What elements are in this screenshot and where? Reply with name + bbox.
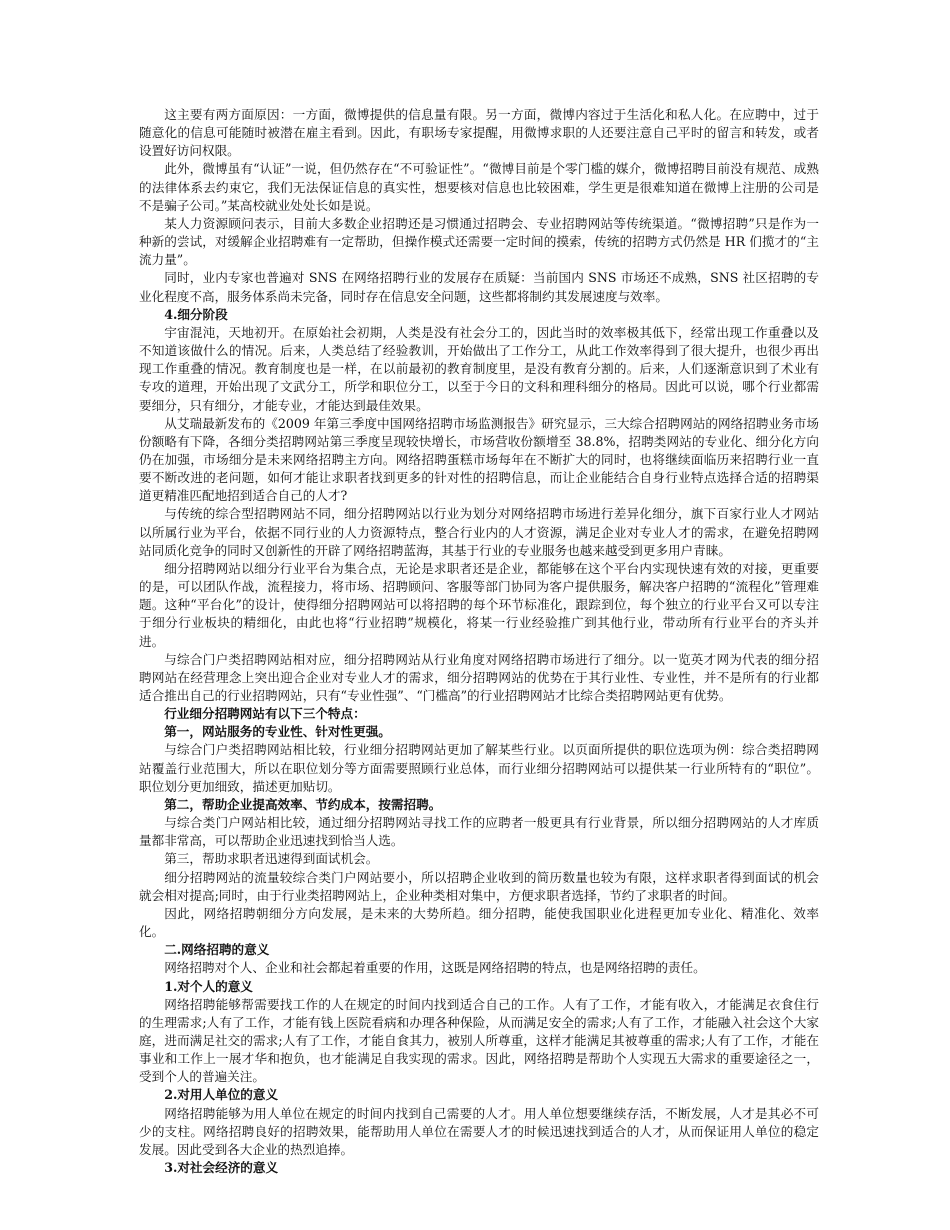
section-heading: 4.细分阶段 <box>164 306 228 322</box>
section-heading: 二.网络招聘的意义 <box>164 942 270 958</box>
document-page <box>139 106 819 1177</box>
paragraph: 网络招聘对个人、企业和社会都起着重要的作用，这既是网络招聘的特点，也是网络招聘的责任。 <box>164 960 706 976</box>
paragraph: 与传统的综合型招聘网站不同，细分招聘网站以行业为划分对网络招聘市场进行差异化细分，旗下百家行业人才网站以所属行业为平台，依据不同行业的人力资源特点，整合行业内的人才资源，满足企业对专业人才的需求，在避免招聘网站同质化竞争的同时又创新性的开辟了网络招聘蓝海，其基于行业的专业服务也越来越受到更多用户青睐。 <box>139 506 819 558</box>
paragraph: 细分招聘网站以细分行业平台为集合点，无论是求职者还是企业，都能够在这个平台内实现快速有效的对接，更重要的是，可以团队作战，流程接力，将市场、招聘顾问、客服等部门协同为客户提供服务，解决客户招聘的“流程化”管理难题。这种“平台化”的设计，使得细分招聘网站可以将招聘的每个环节标准化，跟踪到位，每个独立的行业平台又可以专注于细分行业板块的精细化，由此也将“行业招聘”规模化，将某一行业经验推广到其他行业，带动所有行业平台的齐头并进。 <box>139 560 819 649</box>
paragraph: 与综合类门户网站相比较，通过细分招聘网站寻找工作的应聘者一般更具有行业背景，所以细分招聘网站的人才库质量都非常高，可以帮助企业迅速找到恰当人选。 <box>139 815 819 849</box>
paragraph: 网络招聘能够帮需要找工作的人在规定的时间内找到适合自己的工作。人有了工作，才能有收入，才能满足衣食住行的生理需求;人有了工作，才能有钱上医院看病和办理各种保险，从而满足安全的需求;人有了工作，才能融入社会这个大家庭，进而满足社交的需求;人有了工作，才能自食其力，被别人所尊重，这样才能满足其被尊重的需求;人有了工作，才能在事业和工作上一展才华和抱负，也才能满足自我实现的需求。因此，网络招聘是帮助个人实现五大需求的重要途径之一，受到个人的普遍关注。 <box>139 996 819 1085</box>
paragraph: 与综合门户类招聘网站相对应，细分招聘网站从行业角度对网络招聘市场进行了细分。以一览英才网为代表的细分招聘网站在经营理念上突出迎合企业对专业人才的需求，细分招聘网站的优势在于其行业性、专业性，并不是所有的行业都适合推出自己的行业招聘网站，只有“专业性强”、“门槛高”的行业招聘网站才比综合类招聘网站更有优势。 <box>139 651 819 703</box>
paragraph: 某人力资源顾问表示，目前大多数企业招聘还是习惯通过招聘会、专业招聘网站等传统渠道。“微博招聘”只是作为一种新的尝试，对缓解企业招聘难有一定帮助，但操作模式还需要一定时间的摸索，传统的招聘方式仍然是 HR 们揽才的“主流力量”。 <box>139 215 819 268</box>
paragraph: 同时，业内专家也普遍对 SNS 在网络招聘行业的发展存在质疑：当前国内 SNS 市场还不成熟，SNS 社区招聘的专业化程度不高，服务体系尚未完备，同时存在信息安全问题，这些都将制约其发展速度与效率。 <box>139 270 819 304</box>
paragraph: 宇宙混沌，天地初开。在原始社会初期，人类是没有社会分工的，因此当时的效率极其低下，经常出现工作重叠以及不知道该做什么的情况。后来，人类总结了经验教训，开始做出了工作分工，从此工作效率得到了很大提升，也很少再出现工作重叠的情况。教育制度也是一样，在以前最初的教育制度里，是没有教育分割的。后来，人们逐渐意识到了术业有专攻的道理，开始出现了文武分工，所学和职位分工，以至于今日的文科和理科细分的格局。因此可以说，哪个行业都需要细分，只有细分，才能专业，才能达到最佳效果。 <box>139 324 819 413</box>
bold-heading: 行业细分招聘网站有以下三个特点： <box>164 706 366 722</box>
paragraph: 与综合门户类招聘网站相比较，行业细分招聘网站更加了解某些行业。以页面所提供的职位选项为例：综合类招聘网站覆盖行业范围大，所以在职位划分等方面需要照顾行业总体，而行业细分招聘网站可以提供某一行业所特有的“职位”。职位划分更加细致，描述更加贴切。 <box>139 742 819 794</box>
paragraph: 从艾瑞最新发布的《2009 年第三季度中国网络招聘市场监测报告》研究显示，三大综合招聘网站的网络招聘业务市场份额略有下降，各细分类招聘网站第三季度呈现较快增长，市场营收份额增至 38.8%，招聘类网站的专业化、细分化方向仍在加强，市场细分是未来网络招聘主方向。网络招聘蛋糕市场每年在不断扩大的同时，也将继续面临历来招聘行业一直要不断改进的老问题，如何才能让求职者找到更多的针对性的招聘信息，而让企业能结合自身行业特点选择合适的招聘渠道更精准匹配地招到适合自己的人才? <box>139 415 819 504</box>
paragraph: 此外，微博虽有“认证”一说，但仍然存在“不可验证性”。“微博目前是个零门槛的媒介，微博招聘目前没有规范、成熟的法律体系去约束它，我们无法保证信息的真实性，想要核对信息也比较困难，学生更是很难知道在微博上注册的公司是不是骗子公司。”某高校就业处处长如是说。 <box>139 161 819 213</box>
paragraph: 这主要有两方面原因：一方面，微博提供的信息量有限。另一方面，微博内容过于生活化和私人化。在应聘中，过于随意化的信息可能随时被潜在雇主看到。因此，有职场专家提醒，用微博求职的人还要注意自己平时的留言和转发，或者设置好访问权限。 <box>139 107 819 159</box>
paragraph: 网络招聘能够为用人单位在规定的时间内找到自己需要的人才。用人单位想要继续存活，不断发展，人才是其必不可少的支柱。网络招聘良好的招聘效果，能帮助用人单位在需要人才的时候迅速找到适合的人才，从而保证用人单位的稳定发展。因此受到各大企业的热烈追捧。 <box>139 1105 819 1157</box>
bold-heading: 第二，帮助企业提高效率、节约成本，按需招聘。 <box>164 796 442 812</box>
section-heading: 1.对个人的意义 <box>164 978 253 994</box>
section-heading: 2.对用人单位的意义 <box>164 1087 279 1103</box>
bold-heading: 第一，网站服务的专业性、针对性更强。 <box>164 724 391 740</box>
paragraph: 细分招聘网站的流量较综合类门户网站要小，所以招聘企业收到的简历数量也较为有限，这样求职者得到面试的机会就会相对提高;同时，由于行业类招聘网站上，企业种类相对集中，方便求职者选择，节约了求职者的时间。 <box>139 869 819 903</box>
paragraph: 因此，网络招聘朝细分方向发展，是未来的大势所趋。细分招聘，能使我国职业化进程更加专业化、精准化、效率化。 <box>139 905 819 940</box>
section-heading: 3.对社会经济的意义 <box>164 1160 279 1176</box>
paragraph: 第三，帮助求职者迅速得到面试机会。 <box>164 851 379 867</box>
